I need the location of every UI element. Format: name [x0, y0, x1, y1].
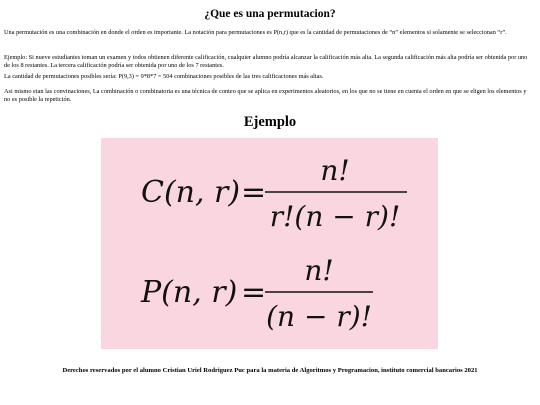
permutation-numerator: n!	[304, 254, 334, 287]
permutation-equals: =	[241, 275, 267, 310]
combination-equals: =	[241, 175, 267, 210]
permutation-lhs: P(n, r)	[141, 275, 238, 310]
paragraph-definition: Una permutación es una combinación en donde el orden es importante. La notación para permutaciones es P(n,r) que es la cantidad de permutaciones de “n” elementos si solamente se seleccionan “r”.	[4, 29, 507, 36]
combination-formula	[101, 146, 438, 236]
example-heading: Ejemplo	[243, 114, 297, 130]
combination-lhs: C(n, r)	[141, 175, 241, 210]
permutation-denominator: (n − r)!	[266, 300, 372, 333]
paragraph-example: Ejemplo: Si nueve estudiantes toman un examen y todos obtienen diferente calificación, cualquier alumno podría alcanzar la calificación más alta. La segunda calificación más alta podría ser obtenida por uno de los 8 restantes. La tercera calificación podría ser obtenida por uno de los 7 restantes.	[4, 54, 528, 69]
footer-copyright: Derechos reservados por el alumno Cristian Uriel Rodriguez Puc para la materia de Algoritmos y Programacion, instituto comercial bancarios 2021	[62, 367, 478, 374]
combination-denominator: r!(n − r)!	[269, 200, 401, 233]
formula-image	[101, 138, 438, 349]
permutation-formula	[101, 246, 438, 336]
combination-numerator: n!	[320, 154, 350, 187]
page-title: ¿Que es una permutacion?	[204, 8, 336, 20]
paragraph-combinations: Asi mismo etan las convinaciones, La combinación o combinatoria es una técnica de conteo que se aplica en experimentos aleatorios, en los que no se tiene en cuenta el orden en que se eligen los elementos y no es posible la repetición.	[4, 88, 527, 103]
paragraph-calculation: La cantidad de permutaciones posibles sería: P(9,3) = 9*8*7 = 504 combinaciones posibles de las tres calificaciones más altas.	[4, 73, 324, 80]
